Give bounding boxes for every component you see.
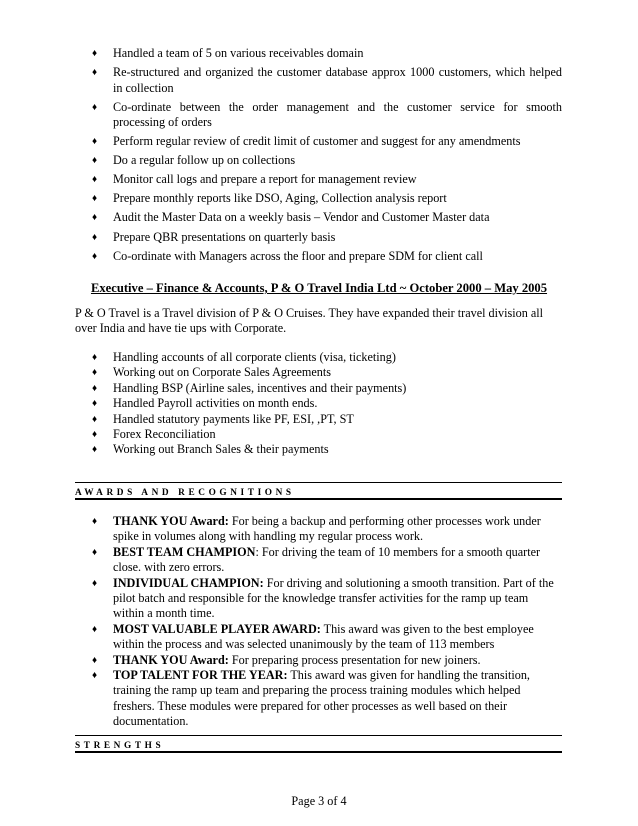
list-item: [75, 210, 562, 225]
diamond-bullet-icon: ♦: [92, 444, 98, 456]
list-item: [75, 365, 562, 380]
bullet-text: Perform regular review of credit limit of customer and suggest for any amendments: [113, 134, 521, 149]
list-item: [75, 100, 562, 131]
section-rule-bottom: [75, 751, 562, 753]
list-item: [75, 65, 562, 96]
list-item: [75, 396, 562, 411]
section-rule-bottom: [75, 498, 562, 500]
diamond-bullet-icon: ♦: [92, 352, 98, 363]
bullet-text: Handled a team of 5 on various receivables domain: [113, 46, 364, 60]
diamond-bullet-icon: ♦: [92, 48, 98, 59]
list-item: [75, 172, 562, 187]
bullet-text: Handled statutory payments like PF, ESI, ,PT, ST: [113, 411, 354, 426]
section-rule-top: [75, 482, 562, 483]
list-item: [75, 230, 562, 245]
award-text: : For driving the team of 10 members for a smooth quarter close. with zero errors.: [113, 544, 541, 575]
award-text: This award was given to the best employee within the process and was selected unanimously by the team of 113 members: [113, 621, 534, 652]
diamond-bullet-icon: ♦: [92, 250, 98, 262]
bullet-text: Handling BSP (Airline sales, incentives and their payments): [113, 380, 407, 395]
strengths-section-title: STRENGTHS: [75, 741, 165, 751]
bullet-text: Working out on Corporate Sales Agreements: [113, 365, 332, 380]
experience-bullet-list: [75, 46, 562, 268]
award-item: [75, 514, 562, 545]
award-title: INDIVIDUAL CHAMPION:: [113, 575, 264, 590]
list-item: [75, 350, 562, 365]
bullet-text: Monitor call logs and prepare a report for management review: [113, 172, 417, 187]
list-item: [75, 134, 562, 149]
bullet-text: Forex Reconciliation: [113, 427, 216, 442]
diamond-bullet-icon: ♦: [92, 546, 98, 558]
list-item: [75, 427, 562, 442]
company-description: P & O Travel is a Travel division of P & O Cruises. They have expanded their travel division all over India and have tie ups with Corporate.: [75, 306, 544, 336]
list-item: [75, 412, 562, 427]
diamond-bullet-icon: ♦: [92, 155, 98, 167]
bullet-text: Re-structured and organized the customer database approx 1000 customers, which helped in collection: [113, 65, 562, 95]
bullet-text: Do a regular follow up on collections: [113, 153, 296, 168]
list-item: [75, 442, 562, 457]
awards-list: [75, 514, 562, 730]
diamond-bullet-icon: ♦: [92, 654, 98, 666]
award-title: MOST VALUABLE PLAYER AWARD:: [113, 621, 321, 636]
awards-section-title: AWARDS AND RECOGNITIONS: [75, 488, 295, 498]
award-title: THANK YOU Award:: [113, 652, 229, 667]
job-heading: Executive – Finance & Accounts, P & O Travel India Ltd ~ October 2000 – May 2005: [90, 281, 548, 295]
award-text: For preparing process presentation for new joiners.: [228, 652, 481, 667]
diamond-bullet-icon: ♦: [92, 516, 98, 527]
award-item: [75, 622, 562, 653]
award-text: For driving and solutioning a smooth transition. Part of the pilot batch and responsible for the knowledge transfer activities for the ramp up team within a month time.: [113, 575, 554, 621]
award-item: [75, 576, 562, 622]
award-text: This award was given for handling the transition, training the ramp up team and preparing the process training modules which helped freshers. These modules were prepared for other processes as well based on their documentation.: [113, 668, 530, 729]
bullet-text: Handling accounts of all corporate clients (visa, ticketing): [113, 350, 396, 364]
award-title: TOP TALENT FOR THE YEAR:: [113, 668, 288, 683]
bullet-text: Co-ordinate with Managers across the floor and prepare SDM for client call: [113, 248, 483, 263]
bullet-text: Prepare QBR presentations on quarterly basis: [113, 229, 336, 244]
section-rule-top: [75, 735, 562, 736]
page-number-footer: Page 3 of 4: [291, 794, 347, 808]
list-item: [75, 46, 562, 61]
diamond-bullet-icon: ♦: [92, 67, 98, 79]
diamond-bullet-icon: ♦: [92, 193, 98, 205]
diamond-bullet-icon: ♦: [92, 670, 98, 682]
list-item: [75, 153, 562, 168]
bullet-text: Audit the Master Data on a weekly basis – Vendor and Customer Master data: [113, 210, 490, 225]
bullet-text: Working out Branch Sales & their payments: [113, 442, 329, 457]
diamond-bullet-icon: ♦: [92, 231, 98, 243]
award-title: BEST TEAM CHAMPION: [113, 544, 256, 559]
list-item: [75, 249, 562, 264]
diamond-bullet-icon: ♦: [92, 101, 98, 113]
diamond-bullet-icon: ♦: [92, 577, 98, 589]
list-item: [75, 381, 562, 396]
diamond-bullet-icon: ♦: [92, 398, 98, 410]
list-item: [75, 191, 562, 206]
bullet-text: Handled Payroll activities on month ends.: [113, 396, 318, 411]
award-item: [75, 668, 562, 730]
diamond-bullet-icon: ♦: [92, 413, 98, 425]
diamond-bullet-icon: ♦: [92, 212, 98, 224]
diamond-bullet-icon: ♦: [92, 429, 98, 441]
diamond-bullet-icon: ♦: [92, 367, 98, 379]
award-title: THANK YOU Award:: [113, 514, 229, 528]
bullet-text: Prepare monthly reports like DSO, Aging, Collection analysis report: [113, 191, 447, 206]
diamond-bullet-icon: ♦: [92, 174, 98, 186]
award-item: [75, 545, 562, 576]
job-bullet-list: [75, 350, 562, 458]
diamond-bullet-icon: ♦: [92, 136, 98, 148]
award-text: For being a backup and performing other processes work under spike in volumes along with handling my regular process work.: [113, 514, 541, 544]
diamond-bullet-icon: ♦: [92, 623, 98, 635]
bullet-text: Co-ordinate between the order management and the customer service for smooth processing of orders: [113, 99, 562, 129]
award-item: [75, 653, 562, 668]
diamond-bullet-icon: ♦: [92, 382, 98, 394]
